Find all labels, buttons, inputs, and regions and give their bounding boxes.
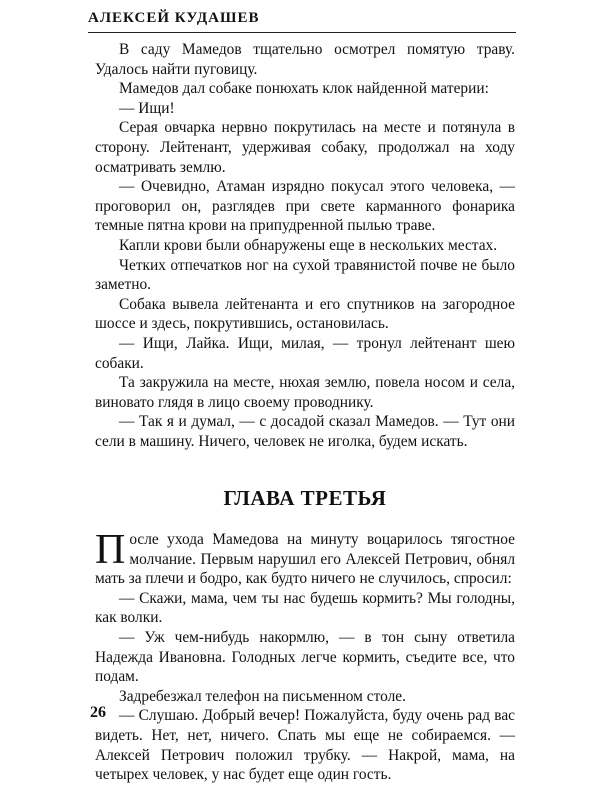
paragraph: В саду Мамедов тщательно осмотрел помятую траву. Удалось найти пуговицу.	[95, 41, 515, 78]
paragraph: — Ищи, Лайка. Ищи, милая, — тронул лейтенант шею собаки.	[95, 334, 515, 372]
paragraph: Та закружила на месте, нюхая землю, повела носом и села, виновато глядя в лицо своему проводнику.	[95, 374, 515, 411]
page-body	[95, 40, 515, 785]
chapter-title: ГЛАВА ТРЕТЬЯ	[223, 486, 387, 511]
paragraph: — Так я и думал, — с досадой сказал Мамедов. — Тут они сели в машину. Ничего, человек не иголка, будем искать.	[95, 413, 515, 450]
paragraph: Четких отпечатков ног на сухой травянистой почве не было заметно.	[95, 256, 515, 294]
header-divider	[88, 32, 516, 33]
paragraph: Мамедов дал собаке понюхать клок найденной материи:	[119, 80, 489, 98]
page-number: 26	[90, 704, 106, 721]
drop-cap-letter: П	[95, 527, 126, 574]
paragraph: — Ищи!	[119, 99, 175, 117]
paragraph: — Очевидно, Атаман изрядно покусал этого человека, — проговорил он, разглядев при свете карманного фонарика темные пятна крови на припудренной пылью траве.	[95, 178, 515, 235]
paragraph: — Скажи, мама, чем ты нас будешь кормить? Мы голодны, как волки.	[95, 589, 515, 627]
paragraph: Капли крови были обнаружены еще в нескольких местах.	[119, 236, 498, 254]
paragraph: Собака вывела лейтенанта и его спутников на загородное шоссе и здесь, покрутившись, остановилась.	[95, 295, 515, 333]
paragraph: — Уж чем-нибудь накормлю, — в тон сыну ответила Надежда Ивановна. Голодных легче кормить, съедите все, что подам.	[95, 629, 515, 686]
chapter-first-paragraph	[95, 527, 515, 589]
paragraph: — Слушаю. Добрый вечер! Пожалуйста, буду очень рад вас видеть. Нет, нет, ничего. Спать мы еще не собираемся. — Алексей Петрович положил трубку. — Накрой, мама, на четырех человек, у нас будет еще один гость.	[95, 707, 515, 784]
running-header-author: АЛЕКСЕЙ КУДАШЕВ	[88, 10, 260, 26]
paragraph: Задребезжал телефон на письменном столе.	[119, 687, 406, 705]
first-paragraph-text: осле ухода Мамедова на минуту воцарилось тягостное молчание. Первым нарушил его Алексей Петрович, обнял мать за плечи и бодро, как будто ничего не случилось, спросил:	[95, 531, 515, 588]
paragraph: Серая овчарка нервно покрутилась на месте и потянула в сторону. Лейтенант, удерживая собаку, продолжал на ходу осматривать землю.	[95, 119, 515, 176]
